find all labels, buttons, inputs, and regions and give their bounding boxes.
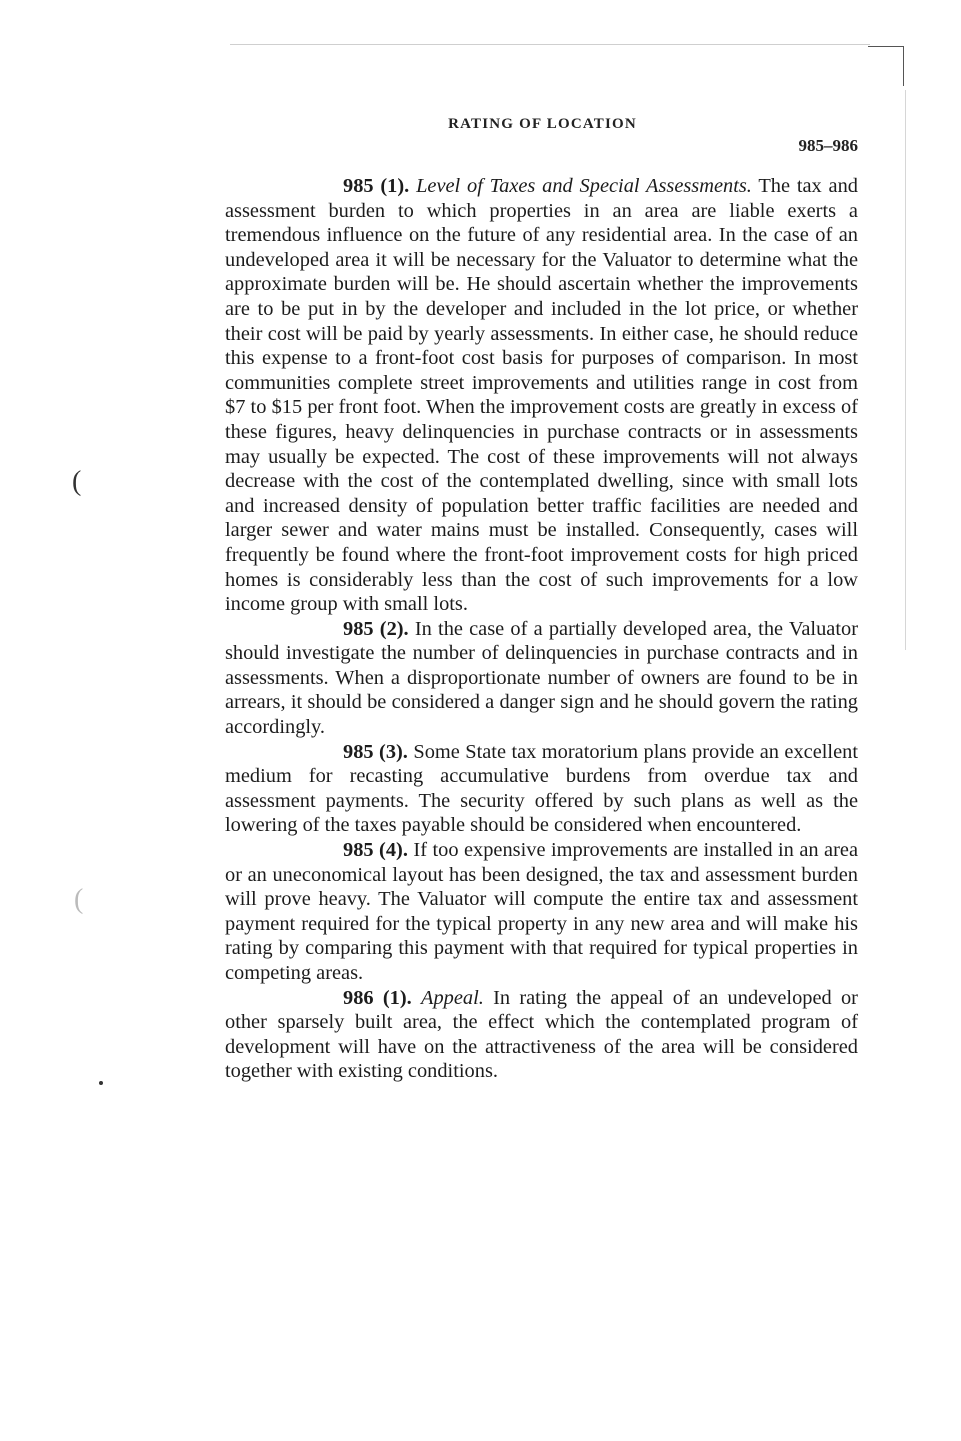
- paragraph-986-1: [225, 986, 858, 1084]
- running-head: RATING OF LOCATION: [448, 116, 637, 132]
- paragraph-text: Some State tax moratorium plans provide an excellent medium for recasting accumulative burdens from overdue tax and assessment payments. The security offered by such plans as well as the lowering of the taxes payable should be considered when encountered.: [225, 740, 858, 837]
- scan-edge-line-right: [903, 46, 904, 86]
- paragraph-number: 985 (4).: [343, 839, 408, 862]
- paragraph-number: 985 (1).: [343, 175, 410, 197]
- paragraph-number: 986 (1).: [343, 986, 412, 1009]
- paragraph-text: The tax and assessment burden to which properties in an area are liable exerts a tremendous influence on the future of any residential area. In the case of an undeveloped area it will be necessary for the Valuator to determine what the approximate burden will be. He should ascertain whether the improvements are to be put in by the developer and included in the lot price, or whether their cost will be paid by yearly assessments. In either case, he should reduce this expense to a front-foot cost basis for purposes of comparison. In most communities complete street improvements and utilities range in cost from $7 to $15 per front foot. When the improvement costs are greatly in excess of these figures, heavy delinquencies in purchase contracts or in assessments may usually be expected. The cost of these improvements will not always decrease with the cost of the contemplated dwelling, since with small lots and increased density of population better traffic facilities are needed and larger sewer and water mains must be installed. Consequently, cases will frequently be found where the front-foot improvement costs for high priced homes is considerably less than the cost of such improvements for a low income group with small lots.: [225, 175, 858, 616]
- scan-edge-line-right-top: [868, 46, 904, 47]
- scan-dot: [99, 1081, 103, 1085]
- paragraph-985-2: [225, 617, 858, 740]
- paragraph-number: 985 (2).: [343, 617, 409, 640]
- body-text: [225, 174, 858, 1084]
- paragraph-985-4: [225, 838, 858, 986]
- paragraph-text: In rating the appeal of an undeveloped or other sparsely built area, the effect which the contemplated program of development will have on the attractiveness of the area will be considered together with existing conditions.: [225, 986, 858, 1083]
- paragraph-985-3: [225, 740, 858, 838]
- paragraph-text: In the case of a partially developed area, the Valuator should investigate the number of delinquencies in purchase contracts and in assessments. When a disproportionate number of owners are found to be in arrears, it should be considered a danger sign and he should govern the rating accordingly.: [225, 617, 858, 739]
- paragraph-number: 985 (3).: [343, 740, 408, 763]
- paragraph-text: If too expensive improvements are installed in an area or an uneconomical layout has been designed, the tax and assessment burden will prove heavy. The Valuator will compute the entire tax and assessment payment required for the typical property in any new area and will make his rating by comparing this payment with that required for typical properties in competing areas.: [225, 839, 859, 984]
- scan-edge-line-right-faint: [905, 90, 906, 650]
- scan-mark-left: (: [72, 466, 82, 497]
- paragraph-title: Appeal.: [420, 986, 484, 1009]
- scan-edge-line-top: [230, 44, 870, 45]
- paragraph-985-1: [225, 174, 858, 617]
- paragraph-title: Level of Taxes and Special Assessments.: [416, 175, 752, 197]
- scan-mark-left-faint: (: [74, 884, 84, 915]
- section-range: 985–986: [798, 136, 858, 155]
